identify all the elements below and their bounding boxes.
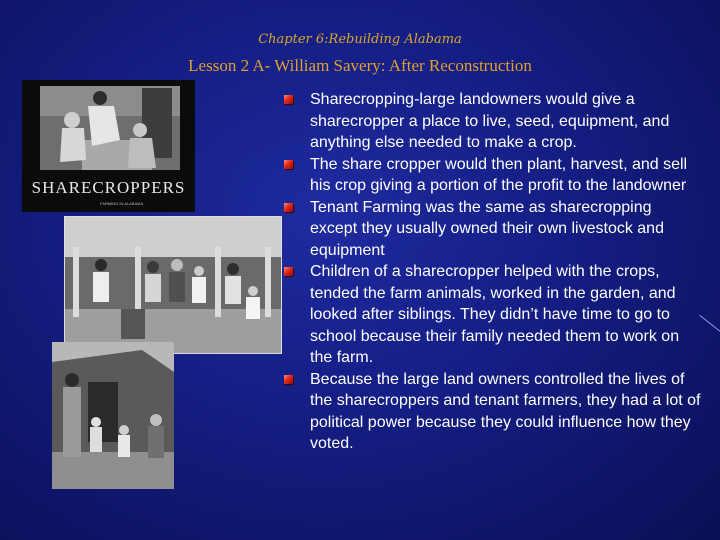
bullet-square-icon <box>284 95 293 104</box>
bullet-item <box>282 89 702 154</box>
bullet-square-icon <box>284 160 293 169</box>
farm-family-photo <box>52 342 174 489</box>
bullet-text: Tenant Farming was the same as sharecropping except they usually owned their own livestock and equipment <box>310 198 664 259</box>
chapter-title: Chapter 6:Rebuilding Alabama <box>258 32 462 47</box>
bullet-square-icon <box>284 203 293 212</box>
bullet-list <box>282 89 702 455</box>
bullet-square-icon <box>284 375 293 384</box>
poster-subcaption: FARMING IN ALABAMA <box>100 201 144 206</box>
lesson-title: Lesson 2 A- William Savery: After Reconstruction <box>188 56 532 75</box>
bullet-item <box>282 369 702 455</box>
bullet-text: Because the large land owners controlled the lives of the sharecroppers and tenant farmers, they had a lot of political power because they could influence how they voted. <box>310 370 701 452</box>
bullet-item <box>282 154 702 197</box>
decorative-line <box>699 315 720 333</box>
bullet-text: Children of a sharecropper helped with the crops, tended the farm animals, worked in the garden, and looked after siblings. They didn’t have time to go to school because their family needed them to work on the farm. <box>310 263 680 366</box>
farm-family-image <box>52 342 174 489</box>
porch-group-image <box>65 217 281 353</box>
porch-group-photo <box>64 216 282 354</box>
bullet-text: Sharecropping-large landowners would give a sharecropper a place to live, seed, equipment, and anything else needed to make a crop. <box>310 91 670 151</box>
sharecroppers-poster-photo <box>22 80 195 212</box>
bullet-item <box>282 197 702 262</box>
bullet-text: The share cropper would then plant, harvest, and sell his crop giving a portion of the profit to the landowner <box>310 155 688 194</box>
poster-caption: SHARECROPPERS <box>31 178 186 197</box>
bullet-square-icon <box>284 267 293 276</box>
bullet-item <box>282 261 702 369</box>
